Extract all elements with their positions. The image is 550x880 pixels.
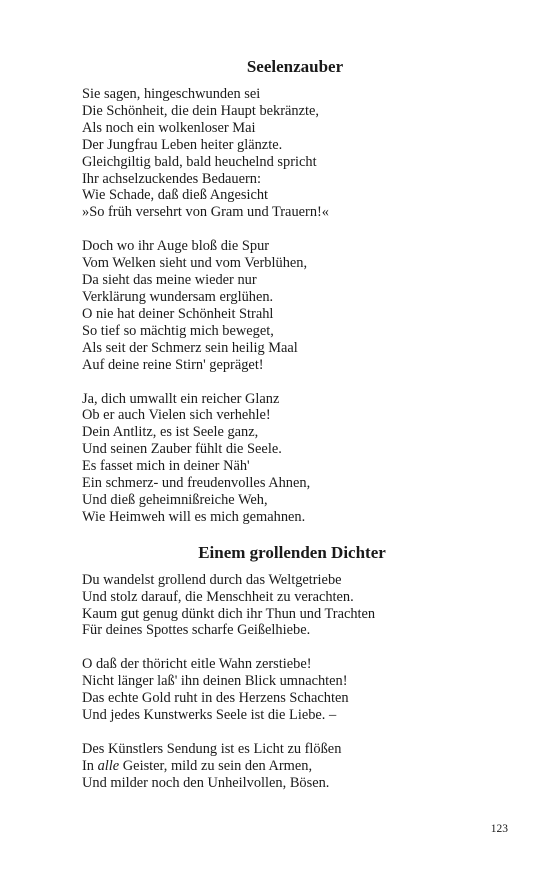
verse-line: »So früh versehrt von Gram und Trauern!«: [82, 204, 330, 221]
stanza: [82, 656, 502, 724]
verse-line: Und stolz darauf, die Menschheit zu verachten.: [82, 588, 354, 605]
stanza: [82, 741, 502, 792]
verse-line: Die Schönheit, die dein Haupt bekränzte,: [82, 102, 319, 119]
verse-line: Da sieht das meine wieder nur: [82, 272, 257, 289]
verse-line: Verklärung wundersam erglühen.: [82, 288, 274, 305]
stanza: [82, 391, 502, 526]
verse-line: Es fasset mich in deiner Näh': [82, 458, 250, 475]
page-body: [82, 56, 502, 792]
stanza: [82, 86, 502, 221]
verse-line: Ihr achselzuckendes Bedauern:: [82, 170, 261, 187]
verse-line: Doch wo ihr Auge bloß die Spur: [82, 238, 270, 255]
verse-line: Der Jungfrau Leben heiter glänzte.: [82, 136, 283, 153]
verse-line: Und jedes Kunstwerks Seele ist die Liebe. –: [82, 707, 337, 724]
verse-line: Wie Heimweh will es mich gemahnen.: [82, 508, 306, 525]
verse-line: Vom Welken sieht und vom Verblühen,: [82, 255, 308, 272]
verse-line: Ja, dich umwallt ein reicher Glanz: [82, 390, 280, 407]
verse-line: Wie Schade, daß dieß Angesicht: [82, 187, 269, 204]
verse-line: Dein Antlitz, es ist Seele ganz,: [82, 424, 259, 441]
verse-line: In alle Geister, mild zu sein den Armen,: [82, 757, 313, 774]
stanza: [82, 572, 502, 640]
verse-line: Kaum gut genug dünkt dich ihr Thun und Trachten: [82, 605, 376, 622]
poem-title: Einem grollenden Dichter: [198, 542, 386, 562]
verse-line: Das echte Gold ruht in des Herzens Schachten: [82, 690, 349, 707]
verse-line: Ein schmerz- und freudenvolles Ahnen,: [82, 475, 311, 492]
verse-line: Gleichgiltig bald, bald heuchelnd spricht: [82, 153, 317, 170]
verse-line: Ob er auch Vielen sich verhehle!: [82, 407, 271, 424]
verse-line: Und dieß geheimnißreiche Weh,: [82, 491, 268, 508]
verse-line: Als noch ein wolkenloser Mai: [82, 119, 256, 136]
verse-line: Und milder noch den Unheilvollen, Bösen.: [82, 774, 330, 791]
poem-title: Seelenzauber: [246, 57, 344, 76]
verse-line: Des Künstlers Sendung ist es Licht zu flößen: [82, 741, 342, 757]
verse-line: Auf deine reine Stirn' gepräget!: [82, 356, 264, 373]
verse-line: So tief so mächtig mich beweget,: [82, 322, 274, 339]
page-number: 123: [490, 823, 508, 835]
verse-line: Als seit der Schmerz sein heilig Maal: [82, 339, 298, 356]
verse-line: O nie hat deiner Schönheit Strahl: [82, 305, 274, 322]
verse-line: Sie sagen, hingeschwunden sei: [82, 86, 261, 102]
verse-line: Für deines Spottes scharfe Geißelhiebe.: [82, 622, 311, 639]
verse-line: Und seinen Zauber fühlt die Seele.: [82, 441, 282, 458]
verse-line: Nicht länger laß' ihn deinen Blick umnachten!: [82, 673, 348, 690]
verse-line: O daß der thöricht eitle Wahn zerstiebe!: [82, 656, 312, 673]
stanza: [82, 238, 502, 373]
verse-line: Du wandelst grollend durch das Weltgetriebe: [82, 571, 342, 588]
